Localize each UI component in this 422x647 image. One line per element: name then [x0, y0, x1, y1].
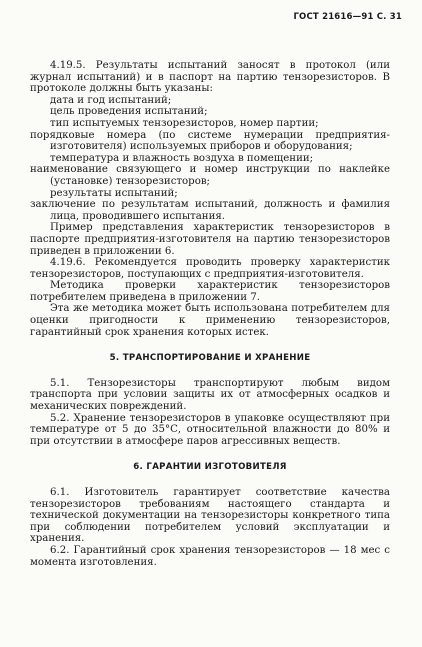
paragraph-5-2: 5.2. Хранение тензорезисторов в упаковке осуществляют при температуре от 5 до 35°С, относительной влажности до 80% и при отсутствии в атмосфере паров агрессивных веществ. — [30, 412, 390, 447]
paragraph-example: Пример представления характеристик тензорезисторов в паспорте предприятия-изготовителя на партию тензорезисторов приведен в приложении 6. — [30, 222, 390, 257]
section-heading-6: 6. ГАРАНТИИ ИЗГОТОВИТЕЛЯ — [133, 462, 287, 473]
list-item-conclusion: заключение по результатам испытаний, должность и фамилия лица, проводившего испытания. — [30, 199, 390, 222]
paragraph-same-method: Эта же методика может быть использована потребителем для оценки пригодности к применению тензорезисторов, гарантийный срок хранения которых истек. — [30, 303, 390, 338]
page-header: ГОСТ 21616—91 С. 31 — [293, 12, 402, 22]
paragraph-5-1: 5.1. Тензорезисторы транспортируют любым видом транспорта при условии защиты их от атмосферных осадков и механических повреждений. — [30, 377, 390, 413]
paragraph-4-19-6: 4.19.6. Рекомендуется проводить проверку характеристик тензорезисторов, поступающих с предприятия-изготовителя. — [30, 257, 390, 280]
paragraph-method: Методика проверки характеристик тензорезисторов потребителем приведена в приложении 7. — [30, 280, 390, 303]
list-item-results: результаты испытаний; — [50, 187, 178, 199]
list-item-type: тип испытуемых тензорезисторов, номер партии; — [50, 117, 319, 129]
paragraph-6-1: 6.1. Изготовитель гарантирует соответствие качества тензорезисторов требованиям настоящего стандарта и технической документации на тензорезисторы конкретного типа при соблюдении потребителем условий эксплуатации и хранения. — [30, 487, 390, 545]
section-heading-5: 5. ТРАНСПОРТИРОВАНИЕ И ХРАНЕНИЕ — [109, 353, 311, 364]
list-item-goal: цель проведения испытаний; — [50, 106, 208, 118]
list-item-numbers: порядковые номера (по системе нумерации предприятия-изготовителя) используемых приборов и оборудования; — [30, 129, 390, 153]
list-item-date: дата и год испытаний; — [50, 94, 172, 106]
paragraph-6-2: 6.2. Гарантийный срок хранения тензорезисторов — 18 мес с момента изготовления. — [30, 544, 390, 568]
list-item-temperature: температура и влажность воздуха в помещении; — [50, 152, 314, 164]
document-body — [30, 60, 390, 568]
paragraph-4-19-5: 4.19.5. Результаты испытаний заносят в протокол (или журнал испытаний) и в паспорт на партию тензорезисторов. В протоколе должны быть указаны: — [30, 60, 390, 95]
list-item-binder: наименование связующего и номер инструкции по наклейке (установке) тензорезисторов; — [30, 164, 390, 187]
